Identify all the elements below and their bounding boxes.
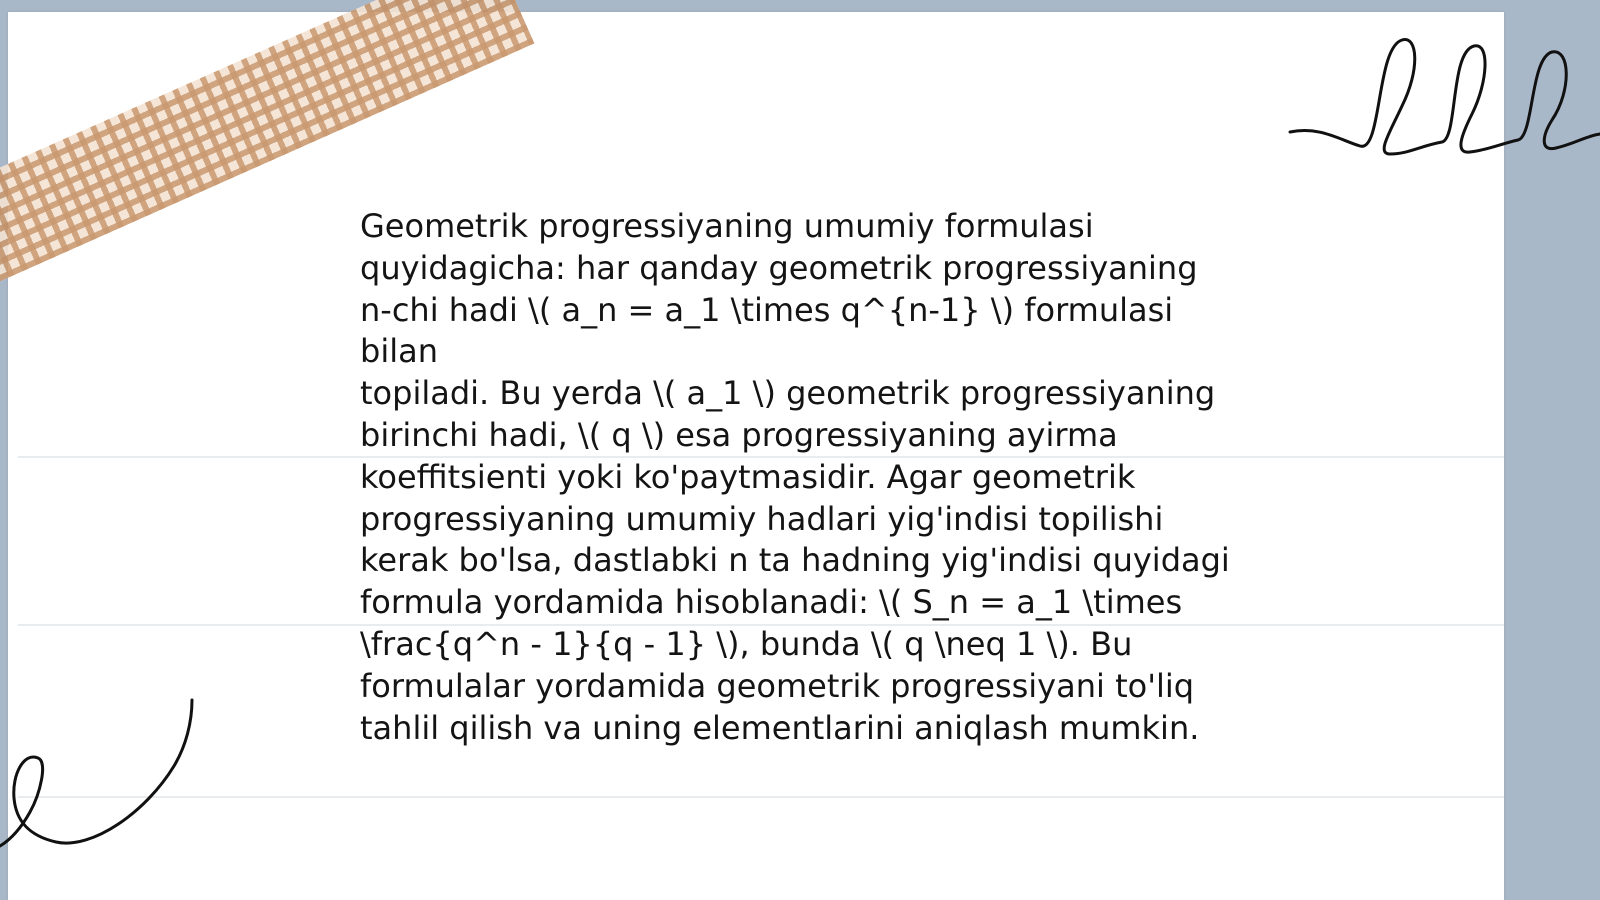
body-text-line: koeffitsienti yoki ko'paytmasidir. Agar geometrik [360,457,1136,496]
body-text-line: formulalar yordamida geometrik progressiyani to'liq [360,666,1195,705]
body-text-paragraph [360,206,1260,749]
body-text-line: kerak bo'lsa, dastlabki n ta hadning yig'indisi quyidagi [360,541,1230,580]
body-text-line: formula yordamida hisoblanadi: \( S_n = a_1 \times [360,583,1183,622]
body-text-line: tahlil qilish va uning elementlarini aniqlash mumkin. [360,708,1200,747]
body-text-line: n-chi hadi \( a_n = a_1 \times q^{n-1} \) formulasi bilan [360,290,1174,371]
body-text-line: quyidagicha: har qanday geometrik progressiyaning [360,248,1198,287]
top-right-squiggle-icon [1290,30,1600,170]
ruled-line [18,796,1504,798]
body-text-line: Geometrik progressiyaning umumiy formulasi [360,207,1094,245]
body-text-line: \frac{q^n - 1}{q - 1} \), bunda \( q \neq 1 \). Bu [360,624,1133,663]
body-text-line: topiladi. Bu yerda \( a_1 \) geometrik progressiyaning [360,374,1216,413]
body-text-line: progressiyaning umumiy hadlari yig'indisi topilishi [360,499,1164,538]
bottom-left-squiggle-icon [0,700,200,850]
body-text-line: birinchi hadi, \( q \) esa progressiyaning ayirma [360,415,1118,454]
